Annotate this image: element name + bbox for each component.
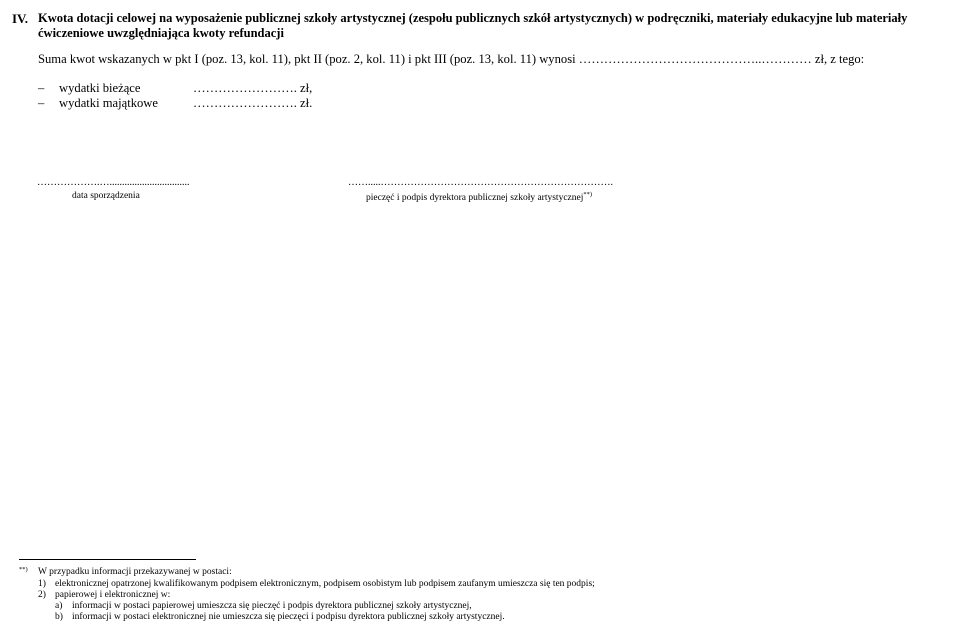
summary-text: Suma kwot wskazanych w pkt I (poz. 13, kol. 11), pkt II (poz. 2, kol. 11) i pkt III (poz. 13, kol. 11) wynosi ……………………………………..………… zł, z tego: [38,52,865,66]
footnote-item-text: elektronicznej opatrzonej kwalifikowanym podpisem elektronicznym, podpisem osobistym lub podpisem zaufanym umieszcza się ten podpis; [55,579,595,589]
footnote-item-number: 1) [38,579,46,589]
footnote-divider [19,559,196,560]
date-label: data sporządzenia [72,191,140,201]
footnote-intro: W przypadku informacji przekazywanej w postaci: [38,567,232,577]
footnote-item-text: papierowej i elektronicznej w: [55,590,171,600]
footnote-subitem-text: informacji w postaci papierowej umieszcza się pieczęć i podpis dyrektora publicznej szkoły artystycznej, [72,601,472,611]
footnote-reference: **) [583,191,593,198]
director-signature-label: pieczęć i podpis dyrektora publicznej szkoły artystycznej**) [366,191,593,203]
expense-value-current: ……………………. zł, [193,81,313,95]
footnote-subitem-number: b) [55,612,63,622]
footnote-subitem-text: informacji w postaci elektronicznej nie umieszcza się pieczęci i podpisu dyrektora publicznej szkoły artystycznej. [72,612,505,622]
expense-value-capital: ……………………. zł. [193,96,313,110]
date-signature-line: ……………….…................................ [37,177,190,188]
director-signature-line: …….....……………………………………………………………. [348,177,613,188]
footnote-marker: **) [19,566,28,573]
section-number: IV. [12,11,29,26]
expense-label-capital: wydatki majątkowe [59,96,158,110]
expense-dash: – [38,81,45,95]
expense-dash: – [38,96,45,110]
footnote-subitem-number: a) [55,601,63,611]
footnote-item-number: 2) [38,590,46,600]
expense-label-current: wydatki bieżące [59,81,141,95]
section-title: Kwota dotacji celowej na wyposażenie publicznej szkoły artystycznej (zespołu publicznych szkół artystycznych) w podręczniki, materiały edukacyjne lub materiały ćwiczeniowe uwzględniająca kwoty refundacji [38,11,908,40]
